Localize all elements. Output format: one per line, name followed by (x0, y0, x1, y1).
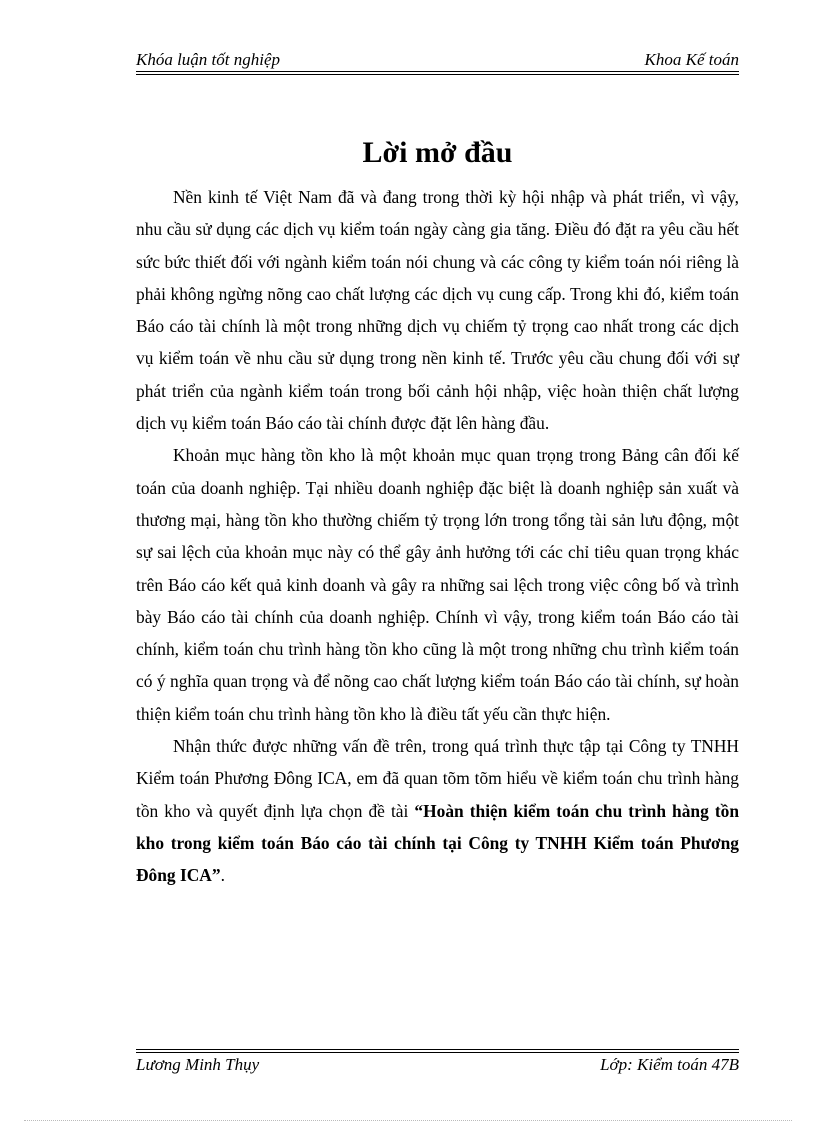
paragraph-1: Nền kinh tế Việt Nam đã và đang trong thời kỳ hội nhập và phát triển, vì vậy, nhu cầu sử dụng các dịch vụ kiểm toán ngày càng gia tăng. Điều đó đặt ra yêu cầu hết sức bức thiết đối với ngành kiểm toán nói chung và các công ty kiểm toán nói riêng là phải không ngừng nõng cao chất lượng các dịch vụ cung cấp. Trong khi đó, kiểm toán Báo cáo tài chính là một trong những dịch vụ chiếm tỷ trọng cao nhất trong các dịch vụ kiểm toán về nhu cầu sử dụng trong nền kinh tế. Trước yêu cầu chung đối với sự phát triển của ngành kiểm toán trong bối cảnh hội nhập, việc hoàn thiện chất lượng dịch vụ kiểm toán Báo cáo tài chính được đặt lên hàng đầu. (136, 187, 739, 434)
header-thesis-label: Khóa luận tốt nghiệp (136, 50, 281, 69)
header-double-rule (136, 71, 739, 75)
document-body (136, 181, 739, 892)
footer-author-name: Lương Minh Thụy (136, 1055, 260, 1074)
footer-class-label: Lớp: Kiểm toán 47B (600, 1055, 739, 1074)
page-title: Lời mở đầu (362, 136, 513, 169)
page-footer (136, 1055, 739, 1077)
footer-double-rule (136, 1049, 739, 1053)
paragraph-2: Khoản mục hàng tồn kho là một khoản mục quan trọng trong Bảng cân đối kế toán của doanh nghiệp. Tại nhiều doanh nghiệp đặc biệt là doanh nghiệp sản xuất và thương mại, hàng tồn kho thường chiếm tỷ trọng lớn trong tổng tài sản lưu động, một sự sai lệch của khoản mục này có thể gây ảnh hưởng tới các chỉ tiêu quan trọng khác trên Báo cáo kết quả kinh doanh và gây ra những sai lệch trong việc công bố và trình bày Báo cáo tài chính của doanh nghiệp. Chính vì vậy, trong kiểm toán Báo cáo tài chính, kiểm toán chu trình hàng tồn kho cũng là một trong những chu trình kiểm toán có ý nghĩa quan trọng và để nõng cao chất lượng kiểm toán Báo cáo tài chính, sự hoàn thiện kiểm toán chu trình hàng tồn kho là điều tất yếu cần thực hiện. (136, 445, 739, 724)
paragraph-3-intro: Nhận thức được những vấn đề trên, trong quá trình thực tập tại Công ty TNHH Kiểm toán Phương Đông ICA, em đã quan tõm tõm hiểu về kiểm toán chu trình hàng tồn kho và quyết định lựa chọn đề tài (136, 736, 739, 821)
paragraph-3 (136, 730, 739, 891)
paragraph-3-end: . (220, 865, 225, 886)
page-header (136, 50, 739, 72)
header-faculty-label: Khoa Kế toán (644, 50, 739, 69)
page-bottom-edge (24, 1120, 792, 1121)
thesis-topic: “Hoàn thiện kiểm toán chu trình hàng tồn kho trong kiểm toán Báo cáo tài chính tại Công ty TNHH Kiểm toán Phương Đông ICA” (136, 800, 740, 886)
